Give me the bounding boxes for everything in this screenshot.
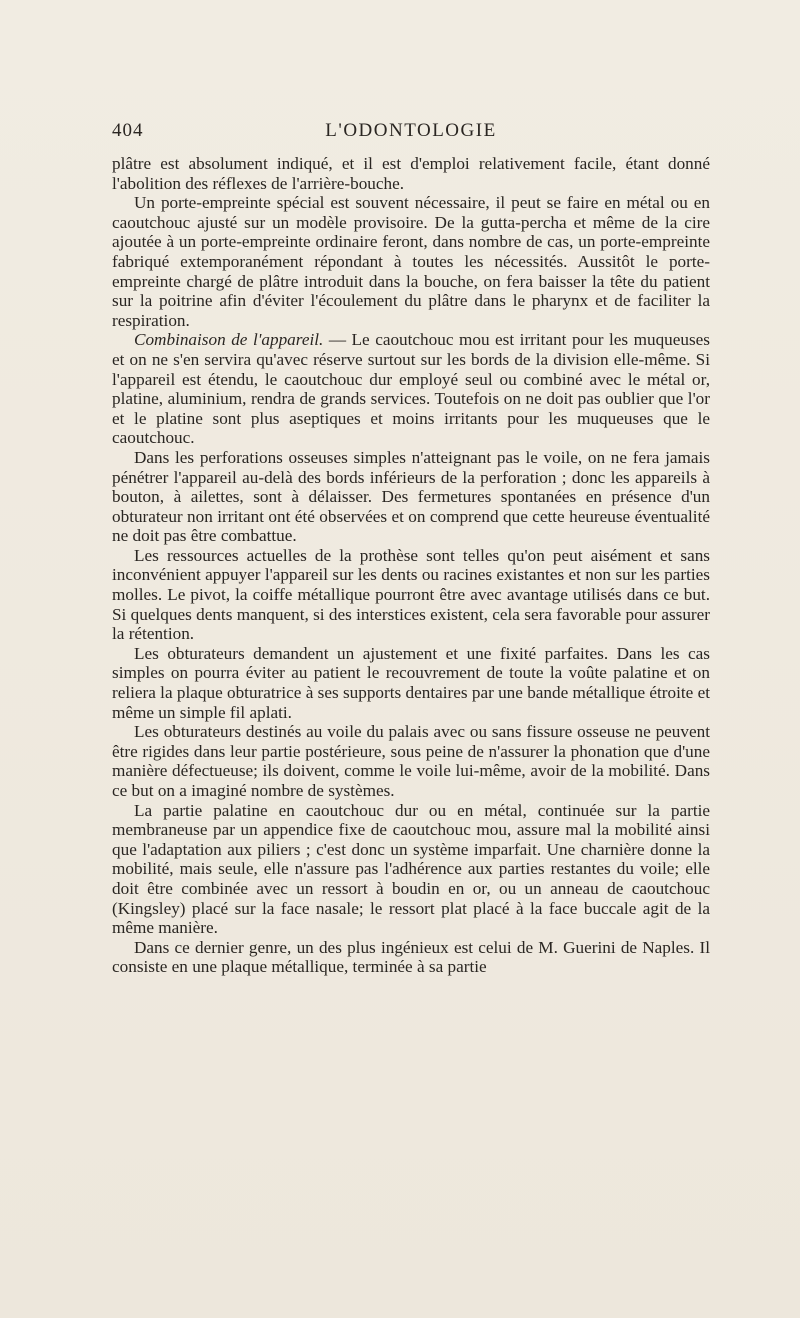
paragraph: plâtre est absolument indiqué, et il est d'emploi relativement facile, étant donné l'abolition des réflexes de l'arrière-bouche. — [112, 154, 710, 193]
paragraph: Dans ce dernier genre, un des plus ingénieux est celui de M. Guerini de Naples. Il consiste en une plaque métallique, terminée à sa partie — [112, 937, 710, 977]
paragraph: Dans les perforations osseuses simples n'atteignant pas le voile, on ne fera jamais pénétrer l'appareil au-delà des bords inférieurs de la perforation ; donc les appareils à bouton, à ailettes, sont à délaisser. Des fermetures spontanées en présence d'un obturateur non irritant ont été observées et on comprend que cette heureuse éventualité ne doit pas être combattue. — [112, 447, 710, 546]
paragraph: Les obturateurs destinés au voile du palais avec ou sans fissure osseuse ne peuvent être rigides dans leur partie postérieure, sous peine de n'assurer la phonation que d'une manière défectueuse; ils doivent, comme le voile lui-même, avoir de la mobilité. Dans ce but on a imaginé nombre de systèmes. — [112, 722, 710, 800]
paragraph: Les ressources actuelles de la prothèse sont telles qu'on peut aisément et sans inconvénient appuyer l'appareil sur les dents ou racines existantes et non sur les parties molles. Le pivot, la coiffe métallique pourront être avec avantage utilisés dans ce but. Si quelques dents manquent, si des interstices existent, cela sera favorable pour assurer la rétention. — [112, 545, 710, 644]
paragraph: Un porte-empreinte spécial est souvent nécessaire, il peut se faire en métal ou en caoutchouc ajusté sur un modèle provisoire. De la gutta-percha et même de la cire ajoutée à un porte-empreinte ordinaire feront, dans nombre de cas, un porte-empreinte fabriqué extemporanément répondant à toutes les nécessités. Aussitôt le porte-empreinte chargé de plâtre introduit dans la bouche, on fera baisser la tête du patient sur la poitrine afin d'éviter l'écoulement du plâtre dans le pharynx et de faciliter la respiration. — [112, 193, 710, 330]
paragraph: Combinaison de l'appareil. — Le caoutchouc mou est irritant pour les muqueuses et on ne s'en servira qu'avec réserve surtout sur les bords de la division elle-même. Si l'appareil est étendu, le caoutchouc dur employé seul ou combiné avec le métal or, platine, aluminium, rendra de grands services. Toutefois on ne doit pas oublier que l'or et le platine sont plus aseptiques et moins irritants pour les muqueuses que le caoutchouc. — [112, 330, 710, 448]
running-title: L'ODONTOLOGIE — [325, 120, 497, 141]
paragraph: La partie palatine en caoutchouc dur ou en métal, continuée sur la partie membraneuse par un appendice fixe de caoutchouc mou, assure mal la mobilité ainsi que l'adaptation aux piliers ; c'est donc un système imparfait. Une charnière donne la mobilité, mais seule, elle n'assure pas l'adhérence aux parties restantes du voile; elle doit être combinée avec un ressort à boudin en or, ou un anneau de caoutchouc (Kingsley) placé sur la face nasale; le ressort plat placé à la face buccale agit de la même manière. — [112, 800, 710, 938]
paragraph: Les obturateurs demandent un ajustement et une fixité parfaites. Dans les cas simples on pourra éviter au patient le recouvrement de toute la voûte palatine et on reliera la plaque obturatrice à ses supports dentaires par une bande métallique étroite et même un simple fil aplati. — [112, 643, 710, 722]
body-text — [112, 154, 710, 977]
page-header — [112, 120, 710, 144]
page-number: 404 — [112, 120, 144, 141]
section-lead: Combinaison de l'appareil. — [134, 330, 324, 350]
